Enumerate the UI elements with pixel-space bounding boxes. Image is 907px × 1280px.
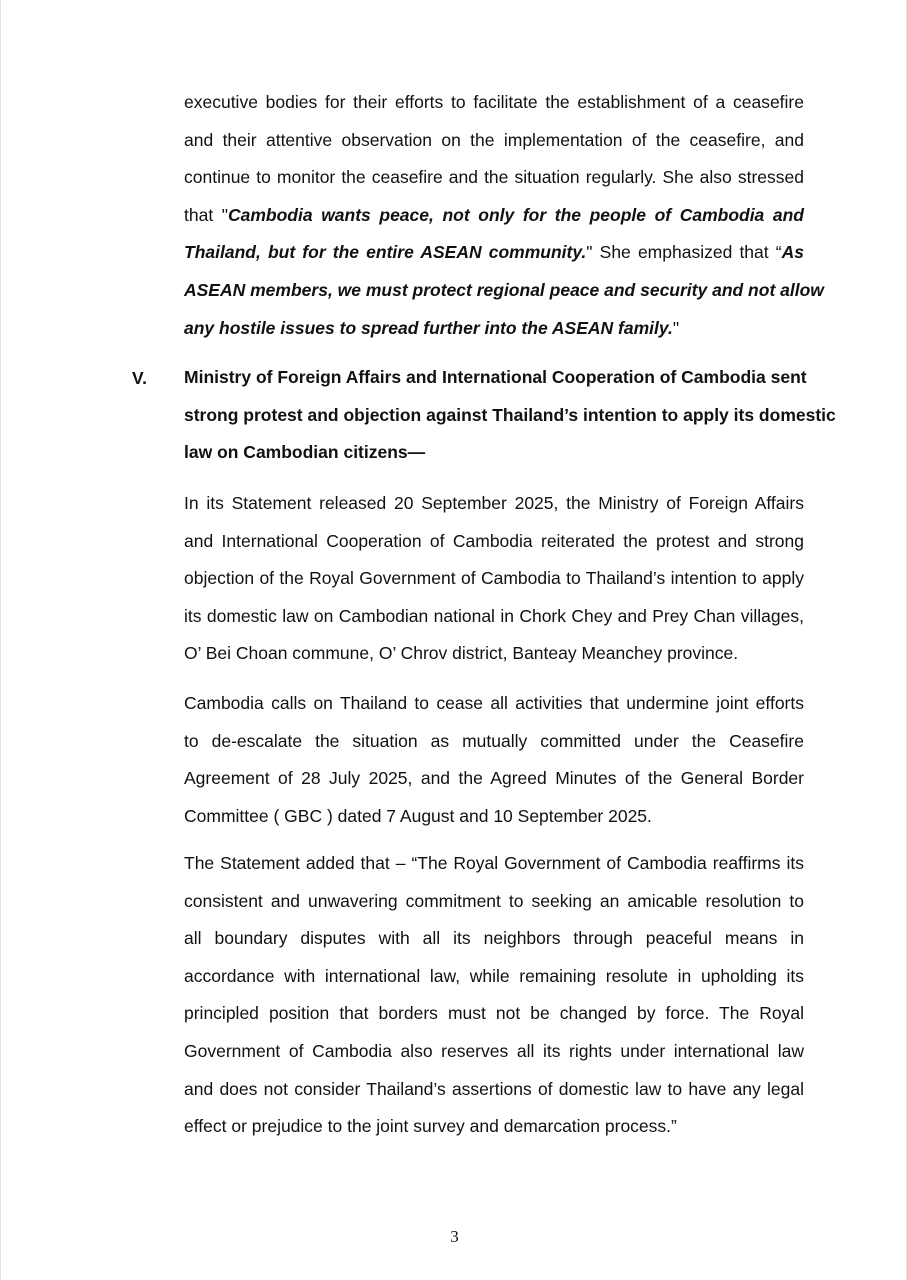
text-run: " xyxy=(672,317,680,338)
text-line: Government of Cambodia also reserves all its rights under international law xyxy=(184,1040,804,1061)
statement-paragraph xyxy=(184,485,804,673)
text-line: and their attentive observation on the implementation of the ceasefire, and xyxy=(184,129,804,150)
text-line: its domestic law on Cambodian national in Chork Chey and Prey Chan villages, xyxy=(184,605,804,626)
quote-text: Thailand, but for the entire ASEAN community. xyxy=(184,242,587,263)
quote-paragraph xyxy=(184,845,804,1146)
text-line: and does not consider Thailand’s assertions of domestic law to have any legal xyxy=(184,1078,804,1099)
text-line: The Statement added that – “The Royal Government of Cambodia reaffirms its xyxy=(184,853,804,873)
text-line: all boundary disputes with all its neighbors through peaceful means in xyxy=(184,928,804,949)
heading-line: strong protest and objection against Thailand’s intention to apply its domestic xyxy=(184,404,836,425)
text-line xyxy=(184,197,804,235)
text-line: Cambodia calls on Thailand to cease all activities that undermine joint efforts xyxy=(184,693,804,713)
heading-line: law on Cambodian citizens— xyxy=(184,442,426,463)
heading-line: Ministry of Foreign Affairs and International Cooperation of Cambodia sent xyxy=(184,367,807,387)
quote-text: ASEAN members, we must protect regional peace and security and not allow xyxy=(184,279,824,300)
text-line: consistent and unwavering commitment to seeking an amicable resolution to xyxy=(184,890,804,911)
quote-text: any hostile issues to spread further into the ASEAN family. xyxy=(184,317,673,338)
section-heading xyxy=(184,359,836,472)
text-line: objection of the Royal Government of Cambodia to Thailand’s intention to apply xyxy=(184,568,804,589)
text-line: to de-escalate the situation as mutually committed under the Ceasefire xyxy=(184,730,804,751)
text-line: effect or prejudice to the joint survey and demarcation process.” xyxy=(184,1116,677,1137)
text-run: that " xyxy=(184,204,228,225)
text-line: In its Statement released 20 September 2025, the Ministry of Foreign Affairs xyxy=(184,493,804,513)
text-line: accordance with international law, while remaining resolute in upholding its xyxy=(184,965,804,986)
call-paragraph xyxy=(184,685,804,835)
text-line xyxy=(184,272,824,310)
text-line: executive bodies for their efforts to facilitate the establishment of a ceasefire xyxy=(184,92,804,112)
text-line xyxy=(184,234,804,272)
text-line xyxy=(184,310,804,348)
section-number: V. xyxy=(132,368,147,388)
text-line: Agreement of 28 July 2025, and the Agreed Minutes of the General Border xyxy=(184,768,804,789)
text-line: principled position that borders must not be changed by force. The Royal xyxy=(184,1003,804,1024)
text-line: and International Cooperation of Cambodia reiterated the protest and strong xyxy=(184,530,804,551)
page-number: 3 xyxy=(450,1227,459,1246)
text-line: O’ Bei Choan commune, O’ Chrov district, Banteay Meanchey province. xyxy=(184,643,739,664)
quote-text: As xyxy=(781,242,804,263)
text-run: " She emphasized that “ xyxy=(586,242,782,263)
text-line: continue to monitor the ceasefire and the situation regularly. She also stressed xyxy=(184,167,804,188)
text-line: Committee ( GBC ) dated 7 August and 10 September 2025. xyxy=(184,805,652,826)
intro-paragraph xyxy=(184,84,824,347)
quote-text: Cambodia wants peace, not only for the people of Cambodia and xyxy=(228,204,805,225)
